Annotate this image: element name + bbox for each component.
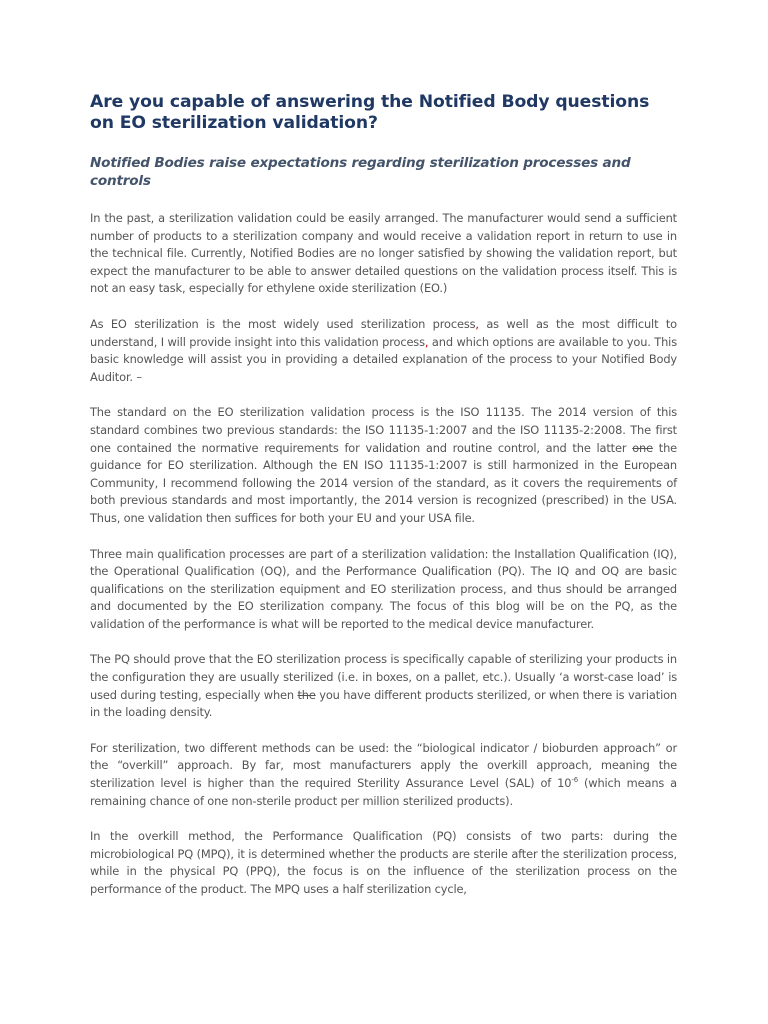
paragraph-6-text-a: For sterilization, two different methods can be used: the “biological indicator / bioburden approach” or the “overkill” approach. By far, most manufacturers apply the overkill approach, meaning the sterilization level is higher than the required Sterility Assurance Level (SAL) of 10: [90, 740, 677, 791]
document-subtitle: Notified Bodies raise expectations regarding sterilization processes and controls: [90, 155, 631, 189]
paragraph-3-struck-word: one: [632, 440, 653, 455]
paragraph-3-text-b: the guidance for EO sterilization. Although the EN ISO 11135-1:2007 is still harmonized in the European Community, I recommend following the 2014 version of the standard, as it covers the requirements of both previous standards and most importantly, the 2014 version is recognized (prescribed) in the USA. Thus, one validation then suffices for both your EU and your USA file.: [90, 440, 677, 525]
paragraph-2-text-b: as well as the most difficult to understand, I will provide insight into this validation process: [90, 316, 677, 349]
paragraph-3: [90, 404, 677, 527]
paragraph-5-text-a: The PQ should prove that the EO sterilization process is specifically capable of sterilizing your products in the configuration they are usually sterilized (i.e. in boxes, on a pallet, etc.). Usually ‘a worst-case load’ is used during testing, especially when: [90, 652, 677, 702]
paragraph-6-exponent: -6: [571, 776, 578, 785]
paragraph-6: [90, 740, 677, 810]
paragraph-5: [90, 651, 677, 721]
paragraph-6-text-b: (which means a remaining chance of one non-sterile product per million sterilized products).: [90, 776, 677, 808]
paragraph-2-text-c: and which options are available to you. This basic knowledge will assist you in providing a detailed explanation of the process to your Notified Body Auditor. –: [90, 334, 677, 384]
paragraph-3-text-a: The standard on the EO sterilization validation process is the ISO 11135. The 2014 version of this standard combines two previous standards: the ISO 11135-1:2007 and the ISO 11135-2:2008. The first one contained the normative requirements for validation and routine control, and the latter: [90, 405, 677, 455]
paragraph-4: Three main qualification processes are part of a sterilization validation: the Installation Qualification (IQ), the Operational Qualification (OQ), and the Performance Qualification (PQ). The IQ and OQ are basic qualifications on the sterilization equipment and EO sterilization process, and thus should be arranged and documented by the EO sterilization company. The focus of this blog will be on the PQ, as the validation of the performance is what will be reported to the medical device manufacturer.: [90, 546, 677, 631]
document-page: [90, 92, 677, 917]
paragraph-2: [90, 316, 677, 386]
paragraph-2-text-a: As EO sterilization is the most widely used sterilization process: [90, 316, 476, 331]
paragraph-7: In the overkill method, the Performance Qualification (PQ) consists of two parts: during the microbiological PQ (MPQ), it is determined whether the products are sterile after the sterilization process, while in the physical PQ (PPQ), the focus is on the influence of the sterilization process on the performance of the product. The MPQ uses a half sterilization cycle,: [90, 829, 677, 896]
paragraph-1: In the past, a sterilization validation could be easily arranged. The manufacturer would send a sufficient number of products to a sterilization company and would receive a validation report in return to use in the technical file. Currently, Notified Bodies are no longer satisfied by showing the validation report, but expect the manufacturer to be able to answer detailed questions on the validation process itself. This is not an easy task, especially for ethylene oxide sterilization (EO.): [90, 211, 677, 296]
paragraph-2-comma-1: ,: [475, 316, 479, 331]
paragraph-5-text-b: you have different products sterilized, or when there is variation in the loading density.: [90, 687, 677, 720]
paragraph-5-struck-word: the: [297, 687, 316, 702]
document-title: Are you capable of answering the Notified Body questions on EO sterilization validation?: [90, 92, 650, 133]
paragraph-2-comma-2: ,: [424, 334, 429, 349]
